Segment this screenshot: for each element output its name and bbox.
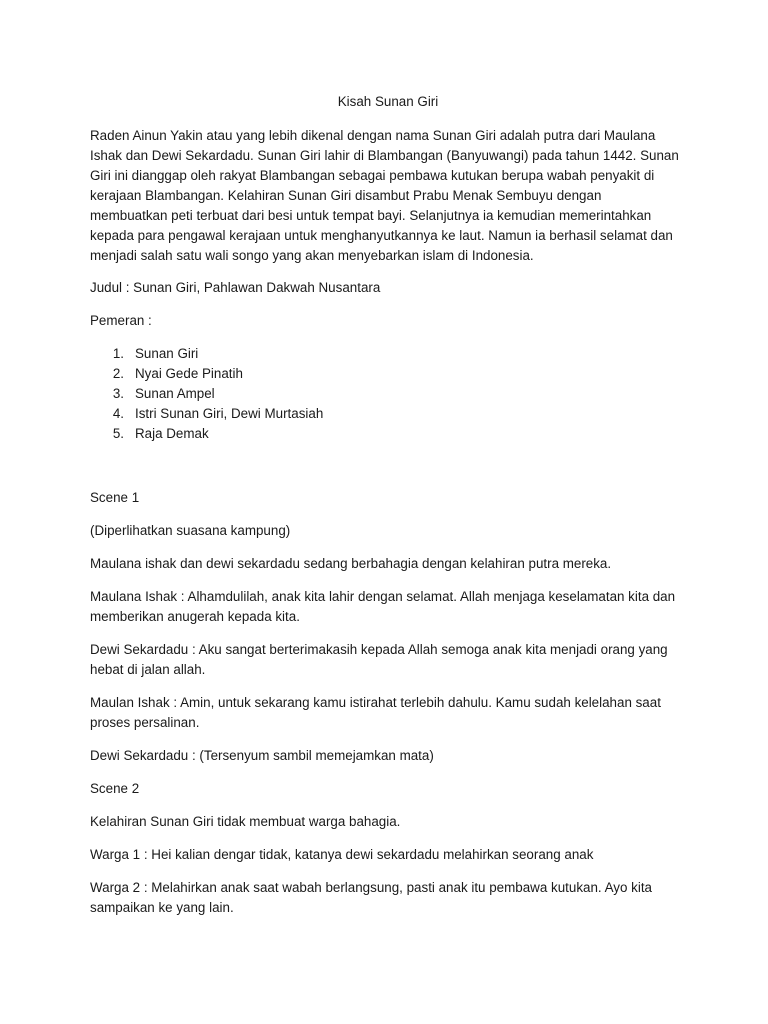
- scene-line: Warga 2 : Melahirkan anak saat wabah berlangsung, pasti anak itu pembawa kutukan. Ayo kita sampaikan ke yang lain.: [90, 880, 653, 915]
- cast-name: Sunan Ampel: [135, 386, 215, 401]
- list-item: [90, 404, 680, 424]
- scene-line: Warga 1 : Hei kalian dengar tidak, katanya dewi sekardadu melahirkan seorang anak: [90, 847, 594, 862]
- scene-line: (Diperlihatkan suasana kampung): [90, 523, 291, 538]
- scene-line: Dewi Sekardadu : Aku sangat berterimakasih kepada Allah semoga anak kita menjadi orang yang hebat di jalan allah.: [90, 642, 668, 677]
- document-page: [90, 92, 680, 931]
- cast-name: Nyai Gede Pinatih: [135, 366, 243, 381]
- scene-line: Maulana Ishak : Alhamdulilah, anak kita lahir dengan selamat. Allah menjaga keselamatan kita dan memberikan anugerah kepada kita.: [90, 589, 676, 624]
- scene-2-heading: Scene 2: [90, 781, 140, 796]
- list-item: [90, 344, 680, 364]
- cast-name: Istri Sunan Giri, Dewi Murtasiah: [135, 406, 324, 421]
- cast-name: Raja Demak: [135, 426, 209, 441]
- cast-list: [90, 344, 680, 444]
- judul-line: Judul : Sunan Giri, Pahlawan Dakwah Nusantara: [90, 280, 381, 295]
- scene-line: Maulan Ishak : Amin, untuk sekarang kamu istirahat terlebih dahulu. Kamu sudah kelelahan saat proses persalinan.: [90, 695, 661, 730]
- scene-line: Maulana ishak dan dewi sekardadu sedang berbahagia dengan kelahiran putra mereka.: [90, 556, 612, 571]
- scene-line: Dewi Sekardadu : (Tersenyum sambil memejamkan mata): [90, 748, 434, 763]
- list-number: 4.: [112, 406, 124, 421]
- list-number: 2.: [112, 366, 124, 381]
- list-item: [90, 364, 680, 384]
- intro-paragraph: Raden Ainun Yakin atau yang lebih dikenal dengan nama Sunan Giri adalah putra dari Maulana Ishak dan Dewi Sekardadu. Sunan Giri lahir di Blambangan (Banyuwangi) pada tahun 1442. Sunan Giri ini dianggap oleh rakyat Blambangan sebagai pembawa kutukan berupa wabah penyakit di kerajaan Blambangan. Kelahiran Sunan Giri disambut Prabu Menak Sembuyu dengan membuatkan peti terbuat dari besi untuk tempat bayi. Selanjutnya ia kemudian memerintahkan kepada para pengawal kerajaan untuk menghanyutkannya ke laut. Namun ia berhasil selamat dan menjadi salah satu wali songo yang akan menyebarkan islam di Indonesia.: [90, 128, 679, 263]
- document-title: Kisah Sunan Giri: [337, 94, 439, 109]
- scene-line: Kelahiran Sunan Giri tidak membuat warga bahagia.: [90, 814, 401, 829]
- list-number: 3.: [112, 386, 124, 401]
- pemeran-label: Pemeran :: [90, 313, 152, 328]
- list-item: [90, 424, 680, 444]
- list-number: 1.: [112, 346, 124, 361]
- list-number: 5.: [112, 426, 124, 441]
- list-item: [90, 384, 680, 404]
- cast-name: Sunan Giri: [135, 346, 199, 361]
- scene-1-heading: Scene 1: [90, 490, 140, 505]
